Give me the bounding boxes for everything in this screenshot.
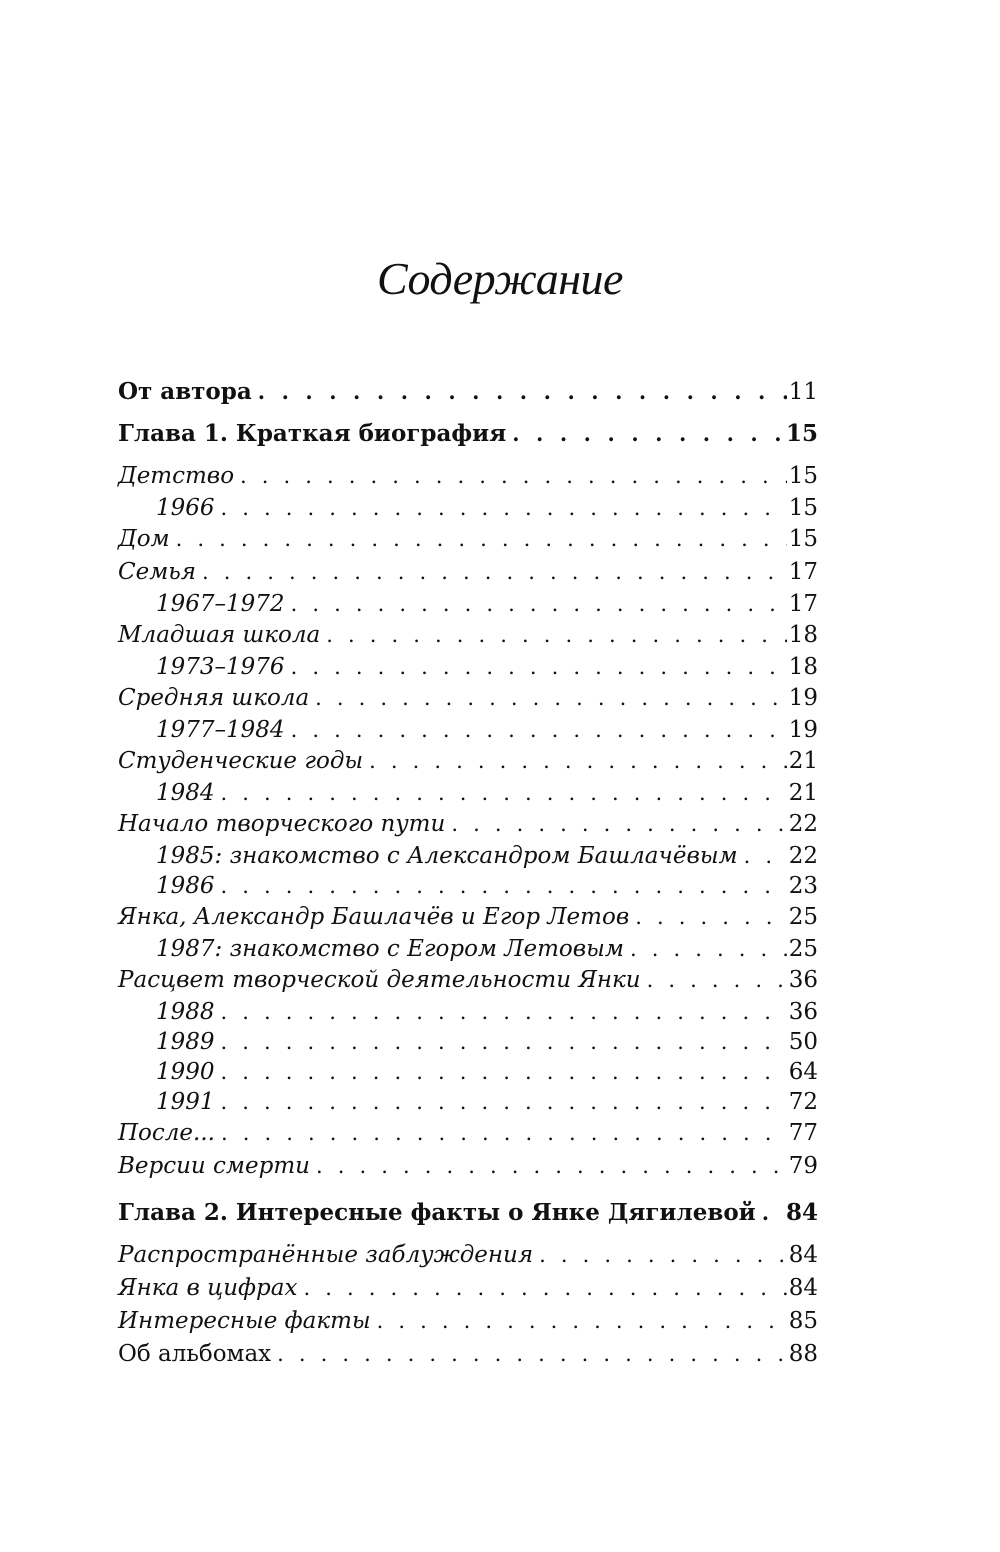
table-of-contents — [118, 376, 818, 1371]
toc-subentry[interactable] — [118, 871, 818, 901]
dot-leader — [635, 901, 787, 934]
toc-subentry[interactable] — [118, 778, 818, 808]
toc-entry-label: Версии смерти — [118, 1153, 310, 1179]
dot-leader — [221, 1057, 787, 1087]
toc-entry-label: Янка, Александр Башлачёв и Егор Летов — [118, 904, 630, 930]
toc-entry-label: 1991 — [156, 1089, 215, 1115]
toc-subentry[interactable] — [118, 997, 818, 1027]
dot-leader — [291, 652, 787, 682]
toc-entry-page: 88 — [788, 1341, 818, 1367]
toc-entry-label: Глава 2. Интересные факты о Янке Дягилевой — [118, 1199, 756, 1226]
toc-entry-page: 19 — [788, 685, 818, 711]
dot-leader — [221, 778, 787, 808]
toc-entry-from-author[interactable] — [118, 376, 818, 408]
toc-entry-label: Глава 1. Краткая биография — [118, 420, 507, 447]
toc-entry-page: 84 — [788, 1242, 818, 1268]
dot-leader — [762, 1197, 784, 1229]
toc-entry-page: 21 — [788, 748, 818, 774]
dot-leader — [512, 418, 784, 450]
toc-entry-label: Семья — [118, 559, 197, 585]
toc-entry[interactable] — [118, 556, 818, 589]
toc-entry[interactable] — [118, 1272, 818, 1305]
dot-leader — [539, 1239, 787, 1272]
toc-chapter-2[interactable] — [118, 1197, 818, 1229]
toc-subentry[interactable] — [118, 652, 818, 682]
toc-entry-page: 50 — [788, 1029, 818, 1055]
page-title: Содержание — [377, 253, 623, 304]
toc-entry-page: 11 — [788, 379, 818, 405]
toc-entry-page: 19 — [788, 717, 818, 743]
toc-entry-label: 1984 — [156, 780, 215, 806]
toc-entry-page: 18 — [788, 654, 818, 680]
dot-leader — [202, 556, 787, 589]
toc-entry-label: От автора — [118, 378, 252, 405]
toc-subentry[interactable] — [118, 493, 818, 523]
toc-entry-label: Распространённые заблуждения — [118, 1242, 534, 1268]
toc-entry-page: 25 — [788, 904, 818, 930]
toc-entry-page: 36 — [788, 999, 818, 1025]
toc-entry-page: 85 — [788, 1308, 818, 1334]
dot-leader — [221, 1117, 787, 1150]
toc-entry[interactable] — [118, 1239, 818, 1272]
toc-entry-label: Расцвет творческой деятельности Янки — [118, 967, 641, 993]
toc-entry-page: 79 — [788, 1153, 818, 1179]
dot-leader — [240, 460, 787, 493]
dot-leader — [176, 523, 787, 556]
toc-entry-label: 1986 — [156, 873, 215, 899]
toc-entry-page: 84 — [788, 1275, 818, 1301]
dot-leader — [221, 871, 787, 901]
dot-leader — [291, 715, 787, 745]
toc-entry-page: 18 — [788, 622, 818, 648]
toc-entry[interactable] — [118, 1117, 818, 1150]
toc-entry[interactable] — [118, 682, 818, 715]
toc-entry-label: Об альбомах — [118, 1341, 272, 1367]
toc-entry-page: 17 — [788, 591, 818, 617]
toc-subentry[interactable] — [118, 1027, 818, 1057]
toc-entry-label: 1987: знакомство с Егором Летовым — [156, 936, 624, 962]
toc-chapter-1[interactable] — [118, 418, 818, 450]
toc-entry-page: 84 — [785, 1199, 818, 1226]
dot-leader — [291, 589, 787, 619]
toc-entry[interactable] — [118, 1150, 818, 1183]
dot-leader — [221, 1087, 787, 1117]
toc-entry[interactable] — [118, 901, 818, 934]
toc-entry-label: 1985: знакомство с Александром Башлачёвым — [156, 843, 738, 869]
toc-entry[interactable] — [118, 460, 818, 493]
dot-leader — [221, 493, 787, 523]
toc-subentry[interactable] — [118, 589, 818, 619]
toc-entry-label: Студенческие годы — [118, 748, 364, 774]
toc-entry-page: 15 — [788, 463, 818, 489]
toc-entry[interactable] — [118, 808, 818, 841]
dot-leader — [277, 1338, 787, 1371]
toc-entry-label: 1988 — [156, 999, 215, 1025]
dot-leader — [326, 619, 786, 652]
dot-leader — [221, 1027, 787, 1057]
dot-leader — [303, 1272, 786, 1305]
toc-entry-page: 15 — [785, 420, 818, 447]
toc-subentry[interactable] — [118, 934, 818, 964]
toc-entry-label: Интересные факты — [118, 1308, 371, 1334]
toc-entry-page: 15 — [788, 526, 818, 552]
toc-entry-page: 22 — [788, 811, 818, 837]
toc-entry-page: 64 — [788, 1059, 818, 1085]
dot-leader — [258, 376, 787, 408]
toc-entry-page: 36 — [788, 967, 818, 993]
toc-entry[interactable] — [118, 745, 818, 778]
toc-entry-label: 1967–1972 — [156, 591, 285, 617]
toc-entry-label: 1990 — [156, 1059, 215, 1085]
toc-entry-page: 21 — [788, 780, 818, 806]
toc-entry[interactable] — [118, 964, 818, 997]
dot-leader — [221, 997, 787, 1027]
toc-entry-label: 1973–1976 — [156, 654, 285, 680]
toc-entry-label: 1977–1984 — [156, 717, 285, 743]
toc-entry[interactable] — [118, 1338, 818, 1371]
toc-subentry[interactable] — [118, 1087, 818, 1117]
dot-leader — [377, 1305, 787, 1338]
dot-leader — [369, 745, 787, 778]
toc-entry-label: Янка в цифрах — [118, 1275, 298, 1301]
toc-entry-page: 15 — [788, 495, 818, 521]
toc-entry[interactable] — [118, 619, 818, 652]
toc-entry-label: Средняя школа — [118, 685, 310, 711]
toc-entry[interactable] — [118, 1305, 818, 1338]
toc-entry-label: 1989 — [156, 1029, 215, 1055]
dot-leader — [647, 964, 787, 997]
toc-entry-page: 23 — [788, 873, 818, 899]
dot-leader — [315, 682, 787, 715]
toc-entry-label: Младшая школа — [118, 622, 321, 648]
toc-subentry[interactable] — [118, 841, 818, 871]
toc-subentry[interactable] — [118, 1057, 818, 1087]
dot-leader — [630, 934, 787, 964]
toc-entry-page: 77 — [788, 1120, 818, 1146]
toc-entry-page: 17 — [788, 559, 818, 585]
toc-entry-label: Начало творческого пути — [118, 811, 446, 837]
toc-subentry[interactable] — [118, 715, 818, 745]
dot-leader — [451, 808, 786, 841]
toc-entry-label: 1966 — [156, 495, 215, 521]
toc-entry[interactable] — [118, 523, 818, 556]
dot-leader — [316, 1150, 787, 1183]
dot-leader — [744, 841, 787, 871]
toc-entry-label: Детство — [118, 463, 235, 489]
toc-entry-page: 22 — [788, 843, 818, 869]
toc-entry-page: 25 — [788, 936, 818, 962]
toc-entry-label: Дом — [118, 526, 170, 552]
toc-entry-label: После... — [118, 1120, 215, 1146]
toc-entry-page: 72 — [788, 1089, 818, 1115]
